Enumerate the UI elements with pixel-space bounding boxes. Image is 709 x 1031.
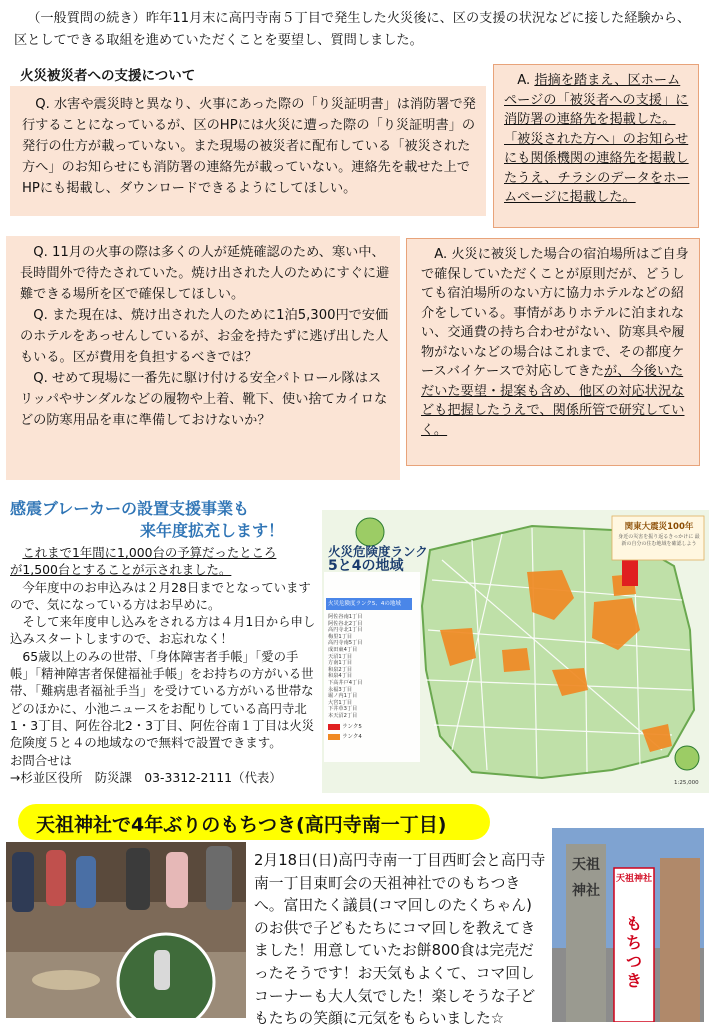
map-area-1: 阿佐谷北2丁目 <box>328 620 363 627</box>
quake-para-2: 今年度中のお申込みは２月28日までとなっていますので、気になっている方はお早めに。 <box>10 579 311 612</box>
mochi-board <box>32 970 100 990</box>
mochi-photo-shrine <box>552 828 704 1022</box>
answer-2-underlined: が、今後いただいた要望・提案も含め、他区の対応状況なども把握したうえで、関係所管で研究していく。 <box>421 364 685 438</box>
map-area-2: 高円寺北1丁目 <box>328 627 363 634</box>
quake-contact-label: お問合せは <box>10 752 72 768</box>
map-area-15: 本天沼2丁目 <box>328 712 358 719</box>
map-title-line-1: 火災危険度ランク <box>328 544 428 559</box>
quake-para-1b <box>10 561 316 578</box>
map-area-6: 天沼1丁目 <box>328 653 353 660</box>
mascot-icon <box>356 518 384 546</box>
quake-title-line-2: 来年度拡充します！ <box>140 521 285 540</box>
map-rank-label-4: ランク4 <box>342 734 362 740</box>
quake-body <box>10 544 316 786</box>
quake-para-1a <box>10 544 316 561</box>
quake-title-line-1: 感震ブレーカーの設置支援事業も <box>10 499 250 518</box>
map-area-7: 方南1丁目 <box>328 660 353 667</box>
map-scale: 1:25,000 <box>674 780 699 786</box>
banner-main-text: もちつき <box>625 914 642 990</box>
map-area-3: 梅里1丁目 <box>328 633 353 640</box>
banner-top-text: 天祖神社 <box>616 874 653 884</box>
question-box-1 <box>10 86 486 216</box>
map-legend-swatch-rank4 <box>328 734 340 740</box>
mochi-photo-children <box>6 842 246 1018</box>
map-badge-text: 関東大震災100年 <box>624 522 694 532</box>
quake-para-3: そして来年度申し込みをされる方は４月1日から申し込みスタートしますので、お忘れなく！ <box>10 614 316 647</box>
map-title-line-2: 5と4の地域 <box>328 558 404 574</box>
map-area-4: 高円寺南5丁目 <box>328 640 363 647</box>
intro-paragraph: （一般質問の続き）昨年11月末に高円寺南５丁目で発生した火災後に、区の支援の状況などに接した経験から、区としてできる取組を進めていただくことを要望し、質問しました。 <box>14 11 691 48</box>
quake-para-4: 65歳以上のみの世帯、「身体障害者手帳」「愛の手帳」「精神障害者保健福祉手帳」をお持ちの方がいる世帯、「難病患者福祉手当」を受けている方がいる世帯などのほかに、小池ニュースをお配りしている高円寺北1・3丁目、阿佐谷北2・3丁目、阿佐谷南１丁目は火災危険度５と４の地域なので無料で設置できます。 <box>10 648 315 751</box>
answer-box-2 <box>406 238 700 466</box>
mochi-title: 天祖神社で4年ぶりのもちつき(高円寺南一丁目) <box>36 814 447 836</box>
answer-1-lead: A. <box>517 73 535 88</box>
shrine-kanji: 天祖神社 <box>572 857 600 899</box>
answer-1-text <box>504 71 690 208</box>
mochi-body: 2月18日(日)高円寺南一丁目西町会と高円寺南一丁目東町会の天祖神社でのもちつきへ。富田たく議員(コマ回しのたくちゃん)のお供で子どもたちにコマ回しを教えてきました！用意していたお餅800食は完売だったそうです！お天気もよくて、コマ回しコーナーも大人気でした！楽しそうな子どもたちの笑顔に元気をもらいました☆ <box>254 852 546 1028</box>
quake-contact: →杉並区役所 防災課 03-3312-2111（代表） <box>10 769 282 785</box>
mochi-photo-children-svg <box>6 842 246 1018</box>
map-area-9: 和泉4丁目 <box>328 673 353 680</box>
question-2-para-1: Q. 11月の火事の際は多くの人が延焼確認のため、寒い中、長時間外で待たされていた。焼け出された人のためにすぐに避難できる場所を区で確保してほしい。 <box>20 245 390 302</box>
answer-1-underlined: 指摘を踏まえ、区ホームページの「被災者への支援」に消防署の連絡先を掲載した。「被災された方へ」のお知らせにも関係機関の連絡先を掲載したうえ、チラシのデータをホームページに掲載した。 <box>504 73 690 205</box>
question-2-para-3: Q. せめて現場に一番先に駆け付ける安全パトロール隊はスリッパやサンダルなどの履物や上着、靴下、使い捨てカイロなどの防寒用品を車に準備しておけないか？ <box>20 371 388 428</box>
map-badge-sub: 身近の災害を振り返るきっかけに 最新の自分の住む地域を確認しよう <box>618 534 700 547</box>
map-area-14: 下井草3丁目 <box>328 706 358 713</box>
question-1-text: Q. 水害や震災時と異なり、火事にあった際の「り災証明書」は消防署で発行することになっているが、区のHPには火災に遭った際の「り災証明書」の発行の仕方が載っていない。また現場の被災者に配布している「被災された方へ」のお知らせにも消防署の連絡先が載っていない。連絡先を載せた上でHPにも掲載し、ダウンロードできるようにしてほしい。 <box>22 97 476 196</box>
map-rank-label-5: ランク5 <box>342 724 362 730</box>
map-area-5: 成田東4丁目 <box>328 646 358 653</box>
fire-support-heading: 火災被災者への支援について <box>20 68 196 84</box>
quake-para-1a-text: これまで1年間に1,000台の予算だったところ <box>22 545 277 560</box>
map-area-11: 永福3丁目 <box>328 686 353 693</box>
fire-risk-map <box>322 510 709 793</box>
map-legend-title: 火災危険度ランク5、4の地域 <box>328 601 401 607</box>
map-legend-swatch-rank5 <box>328 724 340 730</box>
map-area-8: 和泉2丁目 <box>328 666 353 673</box>
map-area-13: 大宮1丁目 <box>328 699 353 706</box>
map-title <box>328 544 428 574</box>
map-area-12: 堀ノ内1丁目 <box>328 693 358 700</box>
quake-para-1b-text: が1,500台とすることが示されました。 <box>10 562 232 578</box>
map-legend-list <box>328 614 418 720</box>
map-legend-ranks <box>342 722 362 742</box>
map-area-0: 阿佐谷南1丁目 <box>328 614 363 620</box>
answer-2-plain: A. 火災に被災した場合の宿泊場所はご自身で確保していただくことが原則だが、どうしても宿泊場所のない方に協力ホテルなどの紹介をしている。事情がありホテルに泊まれない、交通費の持ち合わせがない、防寒具や履物がないなどの場合はこれまで、その都度ケースバイケースで対応してきた <box>421 247 689 379</box>
question-box-2 <box>6 236 400 480</box>
answer-2-text <box>421 245 691 440</box>
mascot-icon-2 <box>675 746 699 770</box>
map-area-10: 下高井戸4丁目 <box>328 679 363 686</box>
map-rank5-area <box>622 560 638 586</box>
question-2-para-2: Q. また現在は、焼け出された人のために1泊5,300円で安価のホテルをあっせんしているが、お金を持たずに逃げ出した人もいる。区が費用を負担するべきでは？ <box>20 308 389 365</box>
answer-box-1 <box>493 64 699 228</box>
